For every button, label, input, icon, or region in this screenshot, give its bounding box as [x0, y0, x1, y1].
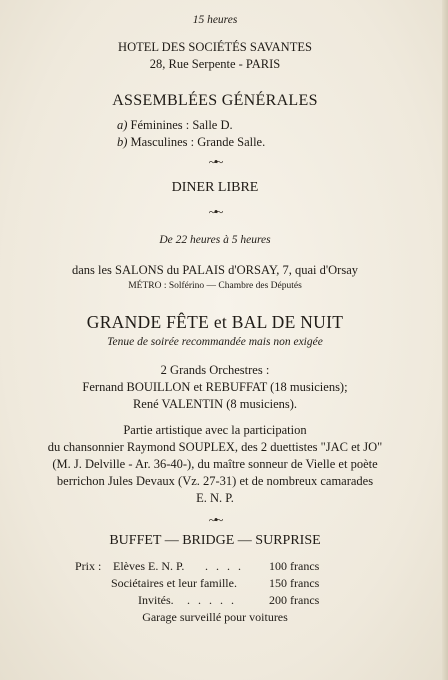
- prix-amount: 100 francs: [269, 559, 320, 573]
- prix-item-label: Sociétaires et leur famille.: [111, 576, 237, 590]
- page-edge: [442, 0, 448, 680]
- prix-dots: . . . .: [205, 559, 244, 573]
- prix-amount: 200 francs: [269, 593, 320, 607]
- time-night: De 22 heures à 5 heures: [159, 234, 271, 246]
- partie-line: E. N. P.: [196, 491, 234, 505]
- ornament-divider: ~•~: [208, 512, 222, 527]
- item-marker: b): [117, 135, 128, 149]
- diner-title: DINER LIBRE: [171, 180, 259, 195]
- prix-label: Prix :: [75, 559, 102, 573]
- venue1-address: 28, Rue Serpente - PARIS: [149, 57, 281, 71]
- partie-line: (M. J. Delville - Ar. 36-40-), du maître sonneur de Vielle et poète: [52, 457, 378, 471]
- venue2-address: dans les SALONS du PALAIS d'ORSAY, 7, quai d'Orsay: [71, 263, 359, 277]
- prix-dots: . . . . .: [187, 593, 237, 607]
- partie-line: berrichon Jules Devaux (Vz. 27-31) et de nombreux camarades: [56, 474, 374, 488]
- item-text: Masculines : Grande Salle.: [130, 135, 266, 149]
- ornament-divider: ~•~: [208, 204, 222, 219]
- partie-line: Partie artistique avec la participation: [123, 423, 307, 437]
- orchestre-line: 2 Grands Orchestres :: [160, 363, 270, 377]
- assemblee-item-a: [117, 118, 233, 133]
- assemblee-item-b: [117, 135, 265, 150]
- time-afternoon: 15 heures: [192, 14, 238, 26]
- assemblees-title: ASSEMBLÉES GÉNÉRALES: [112, 92, 318, 109]
- prix-amount: 150 francs: [269, 576, 320, 590]
- item-marker: a): [117, 118, 128, 132]
- fete-title: GRANDE FÊTE et BAL DE NUIT: [86, 312, 344, 332]
- prix-item-label: Elèves E. N. P.: [113, 559, 185, 573]
- metro-line: MÉTRO : Solférino — Chambre des Députés: [128, 281, 302, 291]
- orchestre-line: Fernand BOUILLON et REBUFFAT (18 musiciens);: [82, 380, 348, 394]
- tenue-note: Tenue de soirée recommandée mais non exigée: [107, 336, 323, 348]
- ornament-divider: ~•~: [208, 154, 222, 169]
- garage-note: Garage surveillé pour voitures: [142, 610, 288, 624]
- partie-line: du chansonnier Raymond SOUPLEX, des 2 duettistes "JAC et JO": [47, 440, 383, 454]
- venue1-name: HOTEL DES SOCIÉTÉS SAVANTES: [118, 40, 312, 54]
- orchestre-line: René VALENTIN (8 musiciens).: [132, 397, 298, 411]
- buffet-title: BUFFET — BRIDGE — SURPRISE: [109, 533, 321, 548]
- item-text: Féminines : Salle D.: [130, 118, 233, 132]
- prix-item-label: Invités.: [138, 593, 174, 607]
